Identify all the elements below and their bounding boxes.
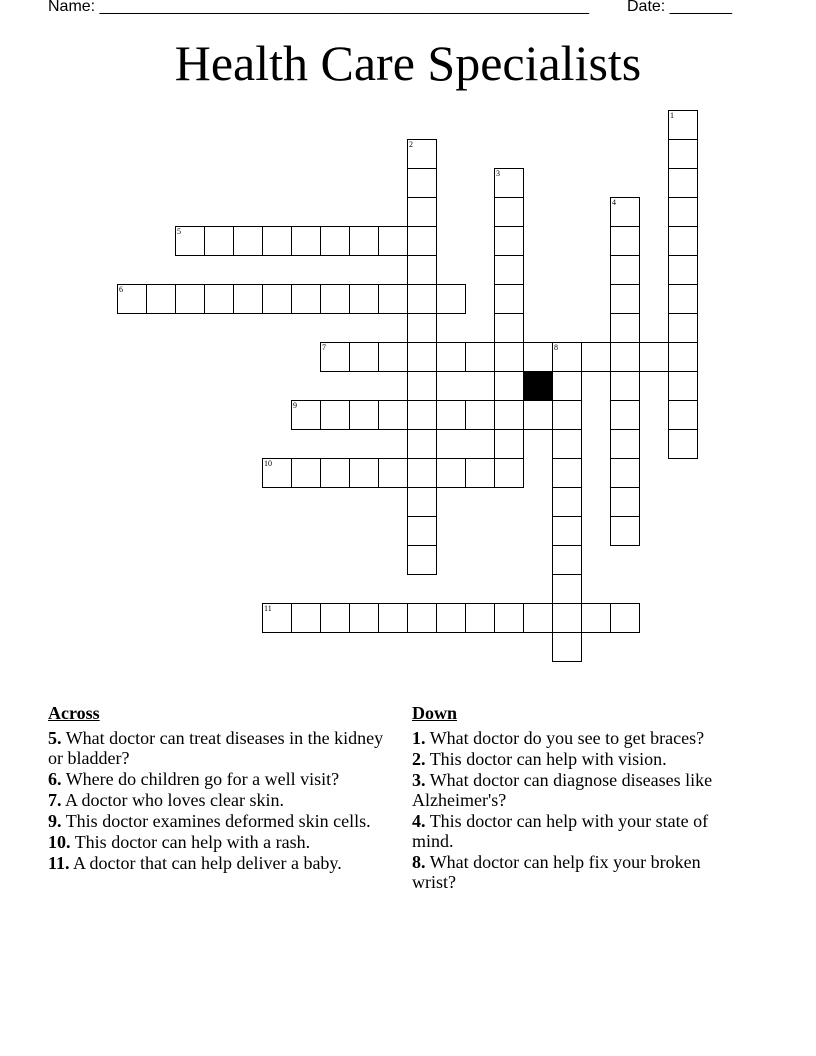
- crossword-cell[interactable]: [233, 226, 263, 256]
- clue-text: This doctor examines deformed skin cells.: [65, 811, 371, 831]
- cell-number: 9: [293, 401, 297, 410]
- clue-number: 1.: [412, 728, 426, 748]
- crossword-cell[interactable]: [320, 284, 350, 314]
- crossword-cell[interactable]: [378, 284, 408, 314]
- clue-text: This doctor can help with a rash.: [74, 832, 311, 852]
- crossword-cell[interactable]: [320, 400, 350, 430]
- crossword-cell[interactable]: [668, 400, 698, 430]
- crossword-cell[interactable]: [407, 197, 437, 227]
- crossword-cell[interactable]: [378, 226, 408, 256]
- crossword-cell[interactable]: [494, 255, 524, 285]
- crossword-cell[interactable]: [349, 284, 379, 314]
- across-clue: [48, 769, 388, 789]
- across-clue: [48, 811, 388, 831]
- crossword-cell[interactable]: [552, 342, 582, 372]
- crossword-cell[interactable]: [291, 400, 321, 430]
- crossword-cell[interactable]: [465, 400, 495, 430]
- crossword-cell[interactable]: [610, 284, 640, 314]
- crossword-cell[interactable]: [407, 226, 437, 256]
- crossword-cell[interactable]: [668, 226, 698, 256]
- crossword-cell[interactable]: [552, 429, 582, 459]
- down-clue: [412, 770, 742, 810]
- cell-number: 6: [119, 285, 123, 294]
- crossword-cell[interactable]: [668, 284, 698, 314]
- crossword-cell[interactable]: [407, 371, 437, 401]
- clue-number: 11.: [48, 853, 70, 873]
- crossword-cell[interactable]: [407, 139, 437, 169]
- crossword-cell[interactable]: [610, 342, 640, 372]
- crossword-cell[interactable]: [668, 110, 698, 140]
- clue-number: 5.: [48, 728, 62, 748]
- crossword-cell[interactable]: [494, 371, 524, 401]
- cell-number: 5: [177, 227, 181, 236]
- crossword-cell[interactable]: [407, 545, 437, 575]
- clue-number: 4.: [412, 811, 426, 831]
- crossword-cell[interactable]: [262, 284, 292, 314]
- crossword-cell[interactable]: [349, 226, 379, 256]
- crossword-cell[interactable]: [610, 255, 640, 285]
- cell-number: 4: [612, 198, 616, 207]
- crossword-cell[interactable]: [175, 226, 205, 256]
- crossword-cell[interactable]: [581, 342, 611, 372]
- cell-number: 10: [264, 459, 272, 468]
- clue-text: What doctor can help fix your broken wrist?: [412, 852, 701, 892]
- clue-number: 6.: [48, 769, 62, 789]
- down-heading: Down: [412, 703, 458, 723]
- clue-number: 8.: [412, 852, 426, 872]
- across-clues: [48, 702, 388, 874]
- crossword-cell[interactable]: [291, 603, 321, 633]
- crossword-cell[interactable]: [407, 168, 437, 198]
- crossword-cell[interactable]: [407, 429, 437, 459]
- crossword-cell[interactable]: [494, 603, 524, 633]
- across-clue: [48, 728, 388, 768]
- crossword-cell[interactable]: [610, 487, 640, 517]
- cell-number: 3: [496, 169, 500, 178]
- crossword-cell[interactable]: [668, 342, 698, 372]
- clue-text: A doctor that can help deliver a baby.: [73, 853, 342, 873]
- crossword-cell[interactable]: [552, 516, 582, 546]
- crossword-cell[interactable]: [668, 139, 698, 169]
- crossword-cell[interactable]: [262, 458, 292, 488]
- crossword-cell[interactable]: [436, 400, 466, 430]
- crossword-cell[interactable]: [610, 458, 640, 488]
- cell-number: 7: [322, 343, 326, 352]
- crossword-cell[interactable]: [378, 342, 408, 372]
- clue-text: This doctor can help with your state of mind.: [412, 811, 709, 851]
- crossword-cell[interactable]: [436, 284, 466, 314]
- crossword-cell[interactable]: [378, 458, 408, 488]
- down-clue: [412, 852, 742, 892]
- crossword-grid: [117, 110, 699, 663]
- crossword-cell[interactable]: [320, 458, 350, 488]
- crossword-cell[interactable]: [523, 400, 553, 430]
- crossword-cell[interactable]: [291, 226, 321, 256]
- crossword-cell[interactable]: [407, 487, 437, 517]
- crossword-cell[interactable]: [291, 458, 321, 488]
- crossword-cell[interactable]: [407, 255, 437, 285]
- crossword-cell[interactable]: [146, 284, 176, 314]
- crossword-cell[interactable]: [117, 284, 147, 314]
- clue-number: 10.: [48, 832, 71, 852]
- crossword-cell[interactable]: [552, 632, 582, 662]
- down-clue: [412, 728, 742, 748]
- crossword-cell[interactable]: [233, 284, 263, 314]
- across-heading: Across: [48, 703, 100, 723]
- crossword-cell[interactable]: [610, 197, 640, 227]
- crossword-cell[interactable]: [407, 342, 437, 372]
- crossword-cell[interactable]: [552, 371, 582, 401]
- crossword-cell[interactable]: [407, 458, 437, 488]
- black-cell: [523, 371, 553, 401]
- cell-number: 8: [554, 343, 558, 352]
- crossword-cell[interactable]: [668, 429, 698, 459]
- clue-number: 7.: [48, 790, 62, 810]
- crossword-cell[interactable]: [668, 313, 698, 343]
- crossword-cell[interactable]: [320, 226, 350, 256]
- clue-text: This doctor can help with vision.: [429, 749, 667, 769]
- crossword-cell[interactable]: [494, 226, 524, 256]
- clue-text: A doctor who loves clear skin.: [65, 790, 284, 810]
- crossword-cell[interactable]: [610, 371, 640, 401]
- across-clue: [48, 832, 388, 852]
- crossword-cell[interactable]: [523, 603, 553, 633]
- crossword-cell[interactable]: [494, 284, 524, 314]
- crossword-cell[interactable]: [378, 400, 408, 430]
- crossword-cell[interactable]: [552, 603, 582, 633]
- crossword-cell[interactable]: [262, 603, 292, 633]
- crossword-cell[interactable]: [465, 458, 495, 488]
- clue-text: What doctor can treat diseases in the kidney or bladder?: [48, 728, 384, 768]
- clue-number: 2.: [412, 749, 426, 769]
- clue-text: Where do children go for a well visit?: [65, 769, 340, 789]
- crossword-cell[interactable]: [349, 342, 379, 372]
- crossword-cell[interactable]: [610, 313, 640, 343]
- crossword-cell[interactable]: [552, 545, 582, 575]
- crossword-cell[interactable]: [407, 284, 437, 314]
- crossword-cell[interactable]: [552, 487, 582, 517]
- clue-text: What doctor can diagnose diseases like Alzheimer's?: [412, 770, 713, 810]
- crossword-cell[interactable]: [204, 284, 234, 314]
- cell-number: 1: [670, 111, 674, 120]
- crossword-cell[interactable]: [610, 603, 640, 633]
- crossword-cell[interactable]: [639, 342, 669, 372]
- crossword-cell[interactable]: [494, 342, 524, 372]
- crossword-cell[interactable]: [581, 603, 611, 633]
- crossword-cell[interactable]: [378, 603, 408, 633]
- crossword-cell[interactable]: [668, 168, 698, 198]
- crossword-cell[interactable]: [175, 284, 205, 314]
- down-clue: [412, 749, 742, 769]
- crossword-cell[interactable]: [349, 603, 379, 633]
- crossword-cell[interactable]: [668, 371, 698, 401]
- crossword-cell[interactable]: [320, 603, 350, 633]
- down-clues: [412, 702, 742, 893]
- crossword-cell[interactable]: [494, 458, 524, 488]
- crossword-cell[interactable]: [494, 197, 524, 227]
- crossword-cell[interactable]: [610, 429, 640, 459]
- crossword-cell[interactable]: [494, 400, 524, 430]
- crossword-cell[interactable]: [668, 197, 698, 227]
- crossword-cell[interactable]: [436, 458, 466, 488]
- crossword-cell[interactable]: [494, 168, 524, 198]
- crossword-cell[interactable]: [668, 255, 698, 285]
- across-clue: [48, 853, 388, 873]
- crossword-cell[interactable]: [349, 458, 379, 488]
- crossword-cell[interactable]: [436, 342, 466, 372]
- crossword-cell[interactable]: [494, 429, 524, 459]
- name-field[interactable]: Name: _______________________________________________________: [48, 0, 589, 15]
- crossword-cell[interactable]: [465, 342, 495, 372]
- crossword-cell[interactable]: [320, 342, 350, 372]
- clue-number: 9.: [48, 811, 62, 831]
- crossword-cell[interactable]: [610, 400, 640, 430]
- crossword-cell[interactable]: [610, 516, 640, 546]
- crossword-cell[interactable]: [262, 226, 292, 256]
- date-field[interactable]: Date: _______: [627, 0, 732, 15]
- cell-number: 2: [409, 140, 413, 149]
- crossword-cell[interactable]: [407, 313, 437, 343]
- crossword-cell[interactable]: [465, 603, 495, 633]
- crossword-cell[interactable]: [523, 342, 553, 372]
- crossword-cell[interactable]: [552, 458, 582, 488]
- crossword-cell[interactable]: [407, 400, 437, 430]
- down-clue: [412, 811, 742, 851]
- crossword-cell[interactable]: [407, 516, 437, 546]
- cell-number: 11: [264, 604, 272, 613]
- clue-text: What doctor do you see to get braces?: [429, 728, 705, 748]
- clue-number: 3.: [412, 770, 426, 790]
- crossword-cell[interactable]: [204, 226, 234, 256]
- crossword-cell[interactable]: [407, 603, 437, 633]
- crossword-cell[interactable]: [494, 313, 524, 343]
- crossword-cell[interactable]: [436, 603, 466, 633]
- across-clue: [48, 790, 388, 810]
- page-title: Health Care Specialists: [174, 35, 642, 91]
- crossword-cell[interactable]: [552, 574, 582, 604]
- crossword-cell[interactable]: [610, 226, 640, 256]
- crossword-cell[interactable]: [552, 400, 582, 430]
- crossword-cell[interactable]: [349, 400, 379, 430]
- crossword-cell[interactable]: [291, 284, 321, 314]
